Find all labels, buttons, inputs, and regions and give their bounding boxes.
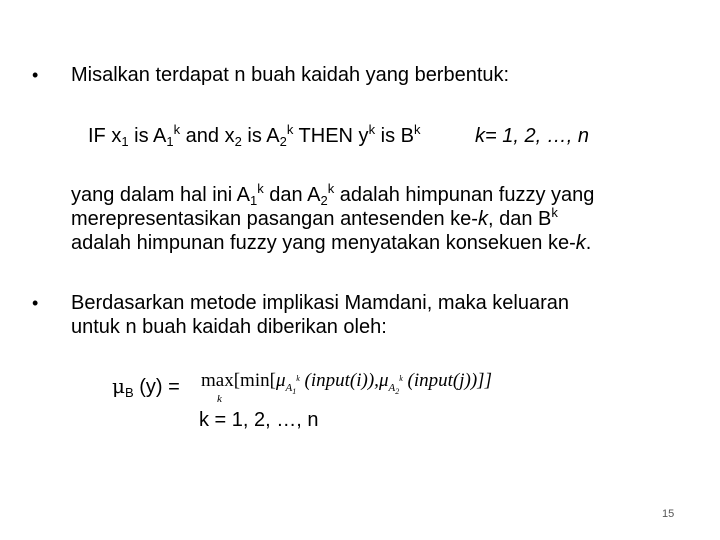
formula-range: k = 1, 2, …, n [199,409,319,431]
paragraph-line [71,205,558,231]
formula-text: (input(j))]] [402,370,492,391]
paragraph-text: , dan B [487,208,552,230]
mu-symbol: μ [112,374,125,398]
rule-index: k= 1, 2, …, n [475,125,589,147]
rule-text: IF x [88,125,122,147]
bullet-marker: • [32,65,39,85]
paragraph-text: adalah himpunan fuzzy yang menyatakan konsekuen ke- [71,232,576,254]
rule-text: is A [128,125,167,147]
formula-text: (y) = [133,376,180,398]
bullet-text: untuk n buah kaidah diberikan oleh: [71,316,387,338]
superscript: k [296,374,300,383]
paragraph-text: k [575,232,586,254]
superscript: k [413,122,421,137]
rule-text: THEN y [293,125,369,147]
paragraph-text: yang dalam hal ini A [71,184,251,206]
formula-text: [min[ [233,370,276,391]
paragraph-text: . [585,232,592,254]
superscript: k [286,122,294,137]
rule-text: and x [180,125,235,147]
formula-text: max [201,370,234,391]
subscript: 2 [395,387,400,396]
mu-a1 [276,370,300,395]
max-min-expression [201,370,492,405]
superscript: k [368,122,376,137]
paragraph-line [71,181,595,208]
superscript: k [551,205,558,220]
mu-a2 [379,370,403,395]
rule-text: is A [241,125,280,147]
subscript: 2 [279,134,287,149]
superscript: k [399,374,403,383]
max-operator [201,370,234,405]
rule-statement [88,122,421,149]
mu-symbol: μ [378,370,389,391]
mu-symbol: μ [275,370,286,391]
subscript: B [125,385,134,400]
subscript: 1 [292,387,297,396]
subscript: 2 [234,134,242,149]
paragraph-text: dan A [263,184,321,206]
bullet-text: Berdasarkan metode implikasi Mamdani, maka keluaran [71,292,570,314]
bullet-text: Misalkan terdapat n buah kaidah yang berbentuk: [71,64,510,86]
subscript: 1 [250,193,258,208]
subscript: A [285,382,293,394]
subscript: 1 [166,134,174,149]
max-subscript: k [217,393,222,405]
superscript: k [173,122,181,137]
page-number: 15 [662,508,675,520]
subscript: 1 [121,134,129,149]
paragraph-text: adalah himpunan fuzzy yang [334,184,595,206]
subscript: A [388,382,396,394]
paragraph-line [71,232,591,255]
superscript: k [327,181,335,196]
bullet-marker: • [32,293,39,313]
paragraph-text: merepresentasikan pasangan antesenden ke- [71,208,478,230]
paragraph-text: k [477,208,488,230]
formula-text: (input(i)), [299,370,379,391]
superscript: k [257,181,264,196]
rule-text: is B [375,125,414,147]
formula-lhs [112,375,180,399]
subscript: 2 [320,193,328,208]
